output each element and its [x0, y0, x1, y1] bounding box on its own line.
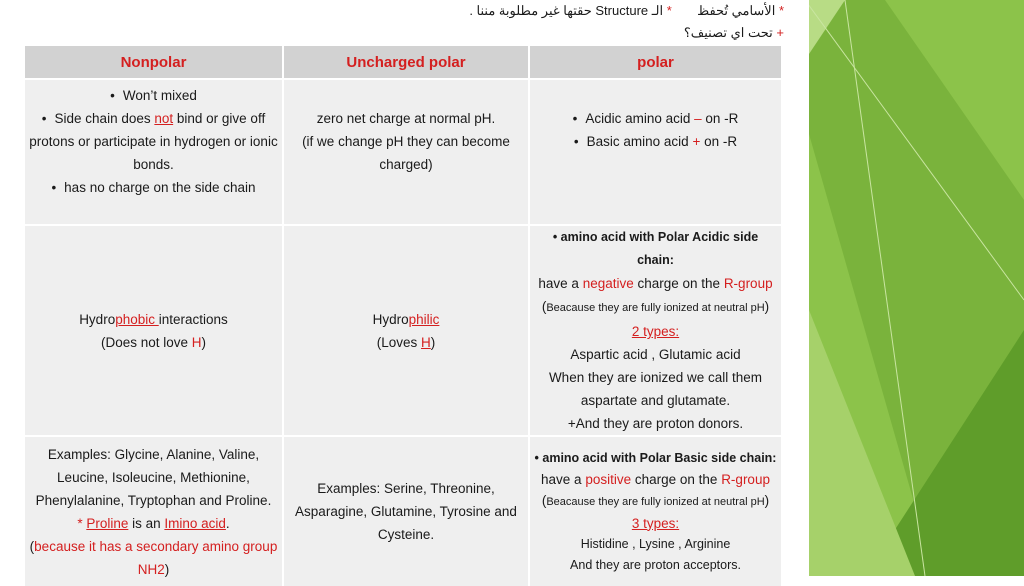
header-polar: polar: [529, 46, 782, 79]
cell-nonpolar-properties: [25, 79, 283, 225]
list-item: • Side chain does not bind or give off protons or participate in hydrogen or ionic bonds.: [29, 107, 278, 176]
cell-uncharged-interaction: Hydrophilic (Loves H): [283, 225, 529, 436]
list-item: • has no charge on the side chain: [29, 176, 278, 199]
header-nonpolar: Nonpolar: [25, 46, 283, 79]
amino-acid-table: [25, 46, 783, 586]
cell-nonpolar-examples: Examples: Glycine, Alanine, Valine, Leucine, Isoleucine, Methionine, Phenylalanine, Tryptophan and Proline. * Proline is an Imino acid. (because it has a secondary amino group NH2): [25, 436, 283, 586]
list-item: • Acidic amino acid – on -R: [534, 107, 777, 130]
arabic-note-2: + تحت اي تصنيف؟: [683, 25, 784, 40]
header-uncharged-polar: Uncharged polar: [283, 46, 529, 79]
cell-polar-basic: • amino acid with Polar Basic side chain: have a positive charge on the R-group (Beacause they are fully ionized at neutral pH) 3 types: Histidine , Lysine , Arginine And they are proton acceptors.: [529, 436, 782, 586]
cell-polar-properties: [529, 79, 782, 225]
cell-nonpolar-interaction: Hydrophobic interactions (Does not love H): [25, 225, 283, 436]
cell-polar-acidic: • amino acid with Polar Acidic side chain: have a negative charge on the R-group (Beacause they are fully ionized at neutral pH) 2 types: Aspartic acid , Glutamic acid When they are ionized we call them aspartate and glutamate. +And they are proton donors.: [529, 225, 782, 436]
arabic-note-1: * الأسامي تُحفظ * الـ Structure حقتها غير مطلوبة مننا .: [469, 3, 784, 18]
cell-uncharged-examples: Examples: Serine, Threonine, Asparagine, Glutamine, Tyrosine and Cysteine.: [283, 436, 529, 586]
list-item: • Basic amino acid + on -R: [534, 130, 777, 153]
list-item: • Won’t mixed: [29, 84, 278, 107]
cell-uncharged-properties: zero net charge at normal pH. (if we change pH they can become charged): [283, 79, 529, 225]
green-decoration: [805, 0, 1024, 576]
